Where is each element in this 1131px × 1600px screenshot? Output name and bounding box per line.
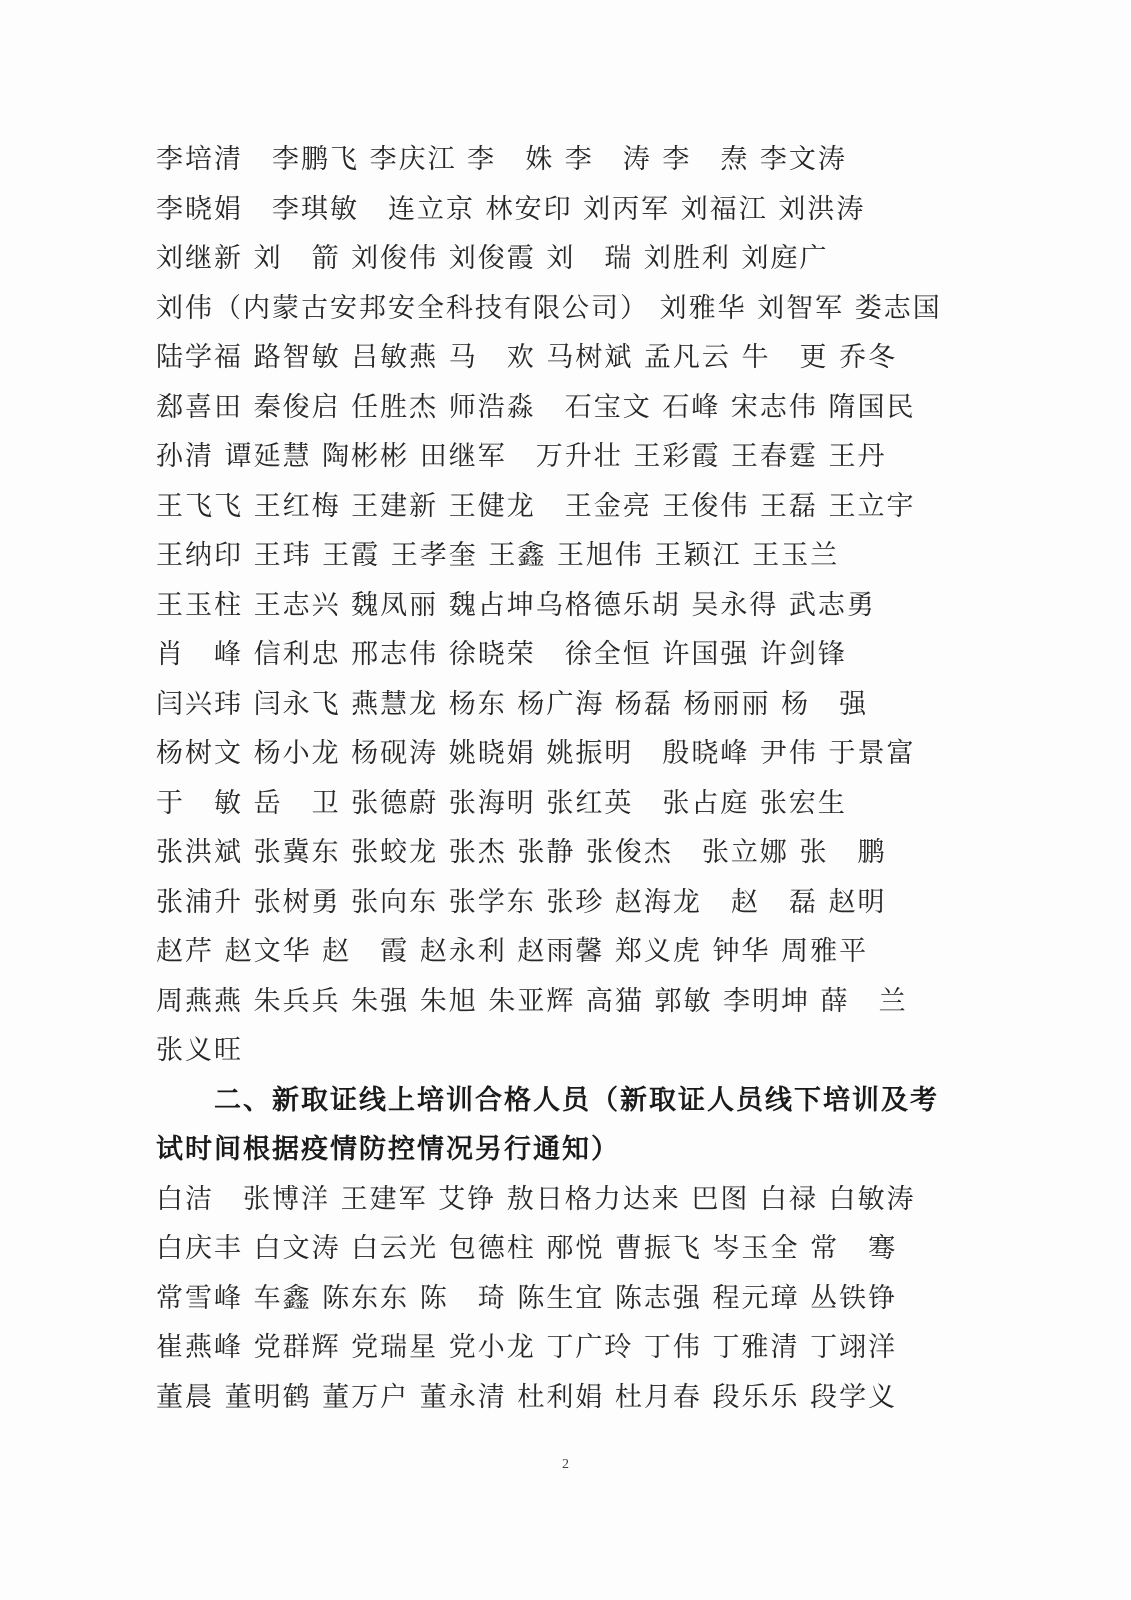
name-line: 张浦升 张树勇 张向东 张学东 张珍 赵海龙 赵 磊 赵明 (156, 886, 887, 918)
section-heading: 二、新取证线上培训合格人员（新取证人员线下培训及考 (214, 1084, 939, 1116)
name-line: 崔燕峰 党群辉 党瑞星 党小龙 丁广玲 丁伟 丁雅清 丁翊洋 (156, 1332, 898, 1363)
page-number: 2 (562, 1457, 569, 1472)
name-line: 张义旺 (156, 1035, 243, 1066)
name-line: 刘伟（内蒙古安邦安全科技有限公司） 刘雅华 刘智军 娄志国 (156, 292, 942, 324)
name-line: 周燕燕 朱兵兵 朱强 朱旭 朱亚辉 高猫 郭敏 李明坤 薛 兰 (156, 985, 908, 1017)
name-line: 于 敏 岳 卫 张德蔚 张海明 张红英 张占庭 张宏生 (156, 787, 847, 819)
name-line: 肖 峰 信利忠 邢志伟 徐晓荣 徐全恒 许国强 许剑锋 (156, 639, 847, 670)
name-line: 王飞飞 王红梅 王建新 王健龙 王金亮 王俊伟 王磊 王立宇 (156, 490, 916, 522)
name-line: 闫兴玮 闫永飞 燕慧龙 杨东 杨广海 杨磊 杨丽丽 杨 强 (156, 688, 869, 720)
name-line: 王纳印 王玮 王霞 王孝奎 王鑫 王旭伟 王颖江 王玉兰 (156, 540, 840, 571)
name-line: 孙清 谭延慧 陶彬彬 田继军 万升壮 王彩霞 王春霆 王丹 (156, 441, 887, 472)
name-line: 陆学福 路智敏 吕敏燕 马 欢 马树斌 孟凡云 牛 更 乔冬 (156, 342, 898, 373)
name-line: 郄喜田 秦俊启 任胜杰 师浩淼 石宝文 石峰 宋志伟 隋国民 (156, 391, 916, 423)
name-line: 张洪斌 张冀东 张蛟龙 张杰 张静 张俊杰 张立娜 张 鹏 (156, 837, 887, 868)
section-heading-continued: 试时间根据疫情防控情况另行通知） (156, 1134, 620, 1165)
name-list-content (156, 135, 986, 1422)
name-line: 赵芹 赵文华 赵 霞 赵永利 赵雨馨 郑义虎 钟华 周雅平 (156, 936, 869, 967)
name-line: 李培清 李鹏飞 李庆江 李 姝 李 涛 李 焘 李文涛 (156, 144, 847, 175)
name-line: 董晨 董明鹤 董万户 董永清 杜利娟 杜月春 段乐乐 段学义 (156, 1381, 898, 1413)
name-line: 刘继新 刘 箭 刘俊伟 刘俊霞 刘 瑞 刘胜利 刘庭广 (156, 243, 829, 274)
name-line: 白庆丰 白文涛 白云光 包德柱 邴悦 曹振飞 岑玉全 常 骞 (156, 1233, 898, 1264)
name-line: 常雪峰 车鑫 陈东东 陈 琦 陈生宜 陈志强 程元璋 丛铁铮 (156, 1282, 898, 1314)
name-line: 王玉柱 王志兴 魏凤丽 魏占坤乌格德乐胡 吴永得 武志勇 (156, 589, 876, 621)
name-line: 白洁 张博洋 王建军 艾铮 敖日格力达来 巴图 白禄 白敏涛 (156, 1183, 916, 1215)
name-line: 李晓娟 李琪敏 连立京 林安印 刘丙军 刘福江 刘洪涛 (156, 193, 866, 225)
name-line: 杨树文 杨小龙 杨砚涛 姚晓娟 姚振明 殷晓峰 尹伟 于景富 (156, 738, 916, 769)
